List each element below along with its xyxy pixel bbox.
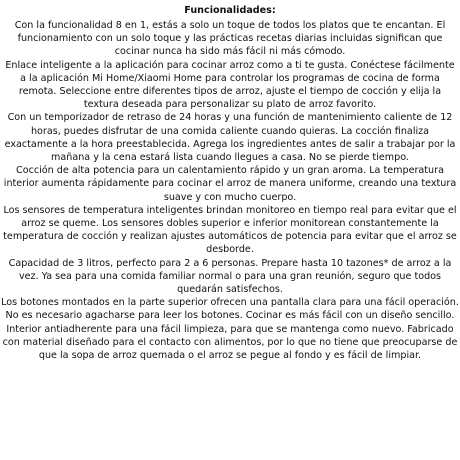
document-title: Funcionalidades: bbox=[184, 5, 276, 16]
paragraph-8-in-1: Con la funcionalidad 8 en 1, estás a solo un toque de todos los platos que te encantan. El funcionamiento con un solo toque y las prácticas recetas diarias incluidas significan que cocinar nunca ha sido más fácil ni más cómodo. bbox=[14, 20, 446, 58]
paragraph-nonstick: Interior antiadherente para una fácil limpieza, para que se mantenga como nuevo. Fabricado con material diseñado para el contacto con alimentos, por lo que no tiene que preocuparse de que la sopa de arroz quemada o el arroz se pegue al fondo y es fácil de limpiar. bbox=[2, 323, 458, 362]
paragraph-sensors: Los sensores de temperatura inteligentes brindan monitoreo en tiempo real para evitar que el arroz se queme. Los sensores dobles superior e inferior monitorean constantemente la temperatura de cocción y realizan ajustes automáticos de potencia para evitar que el arroz se desborde. bbox=[3, 204, 457, 256]
paragraph-high-power: Cocción de alta potencia para un calentamiento rápido y un gran aroma. La temperatura interior aumenta rápidamente para cocinar el arroz de manera uniforme, creando una textura suave y con mucho cuerpo. bbox=[3, 165, 457, 203]
paragraph-timer: Con un temporizador de retraso de 24 horas y una función de mantenimiento caliente de 12 horas, puedes disfrutar de una comida caliente cuando quieras. La cocción finaliza exactamente a la hora preestablecida. Agrega los ingredientes antes de salir a trabajar por la mañana y la cena estará lista cuando llegues a casa. No se pierde tiempo. bbox=[4, 112, 456, 164]
paragraph-capacity: Capacidad de 3 litros, perfecto para 2 a 6 personas. Prepare hasta 10 tazones* de arroz a la vez. Ya sea para una comida familiar normal o para una gran reunión, seguro que todos quedarán satisfechos. bbox=[8, 257, 452, 296]
paragraph-buttons: Los botones montados en la parte superior ofrecen una pantalla clara para una fácil operación. No es necesario agacharse para leer los botones. Cocinar es más fácil con un diseño sencillo. bbox=[1, 297, 459, 322]
paragraph-app-link: Enlace inteligente a la aplicación para cocinar arroz como a ti te gusta. Conéctese fácilmente a la aplicación Mi Home/Xiaomi Home para controlar los programas de cocina de forma remota. Seleccione entre diferentes tipos de arroz, ajuste el tiempo de cocción y elija la textura deseada para personalizar su plato de arroz favorito. bbox=[5, 59, 455, 111]
